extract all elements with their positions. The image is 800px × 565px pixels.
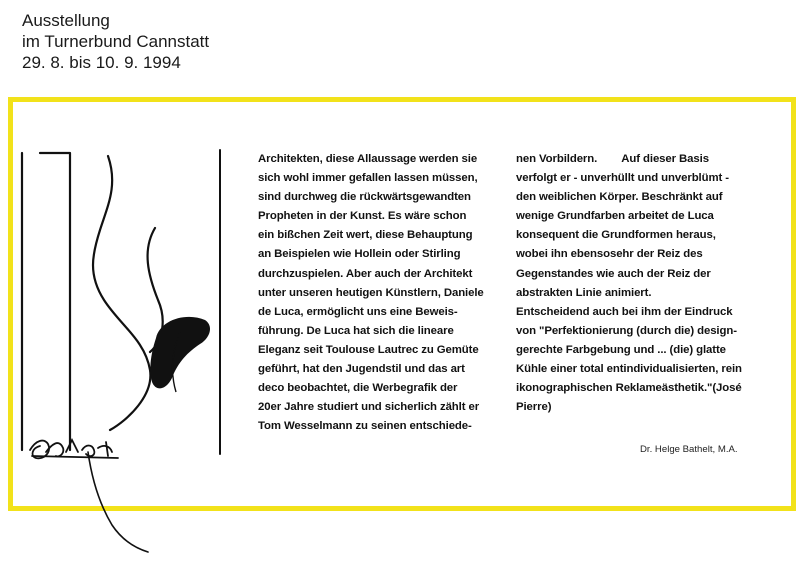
drawing-signature-tail: [88, 452, 148, 552]
text-line: sind durchweg die rückwärtsgewandten: [258, 191, 471, 204]
text-line: wobei ihn ebensosehr der Reiz des: [516, 248, 703, 261]
drawing-line-corner: [40, 153, 70, 450]
text-line: ikonographischen Reklameästhetik."(José: [516, 382, 742, 395]
text-line: sich wohl immer gefallen lassen müssen,: [258, 172, 478, 185]
text-line: Architekten, diese Allaussage werden sie: [258, 153, 478, 165]
text-line: Gegenstandes wie auch der Reiz der: [516, 267, 711, 280]
text-line: Entscheidend auch bei ihm der Eindruck: [516, 305, 733, 318]
text-line: den weiblichen Körper. Beschränkt auf: [516, 191, 723, 204]
text-line: konsequent die Grundformen heraus,: [516, 229, 716, 242]
text-line: geführt, hat den Jugendstil und das art: [258, 363, 465, 376]
text-line: verfolgt er - unverhüllt und unverblümt -: [516, 172, 729, 185]
header-line-3: 29. 8. bis 10. 9. 1994: [22, 53, 181, 72]
article-column-left: [258, 150, 498, 436]
text-line: Propheten in der Kunst. Es wäre schon: [258, 210, 467, 223]
text-line: Kühle einer total entindividualisierten, rein: [516, 363, 742, 376]
text-line: de Luca, ermöglicht uns eine Beweis-: [258, 305, 458, 318]
text-line: Tom Wesselmann zu seinen entschiede-: [258, 420, 472, 433]
drawing-body-curve: [93, 156, 150, 430]
text-line: abstrakten Linie animiert.: [516, 286, 652, 299]
header-line-1: Ausstellung: [22, 11, 110, 30]
article-column-right: [516, 150, 776, 417]
text-line: ein bißchen Zeit wert, diese Behauptung: [258, 229, 473, 242]
header-line-2: im Turnerbund Cannstatt: [22, 32, 210, 51]
text-line: durchzuspielen. Aber auch der Architekt: [258, 267, 473, 280]
text-line: gerechte Farbgebung und ... (die) glatte: [516, 343, 726, 356]
artist-signature: [30, 440, 118, 458]
drawing-black-shoe: [150, 317, 210, 389]
author-credit: Dr. Helge Bathelt, M.A.: [640, 444, 738, 455]
text-line: unter unseren heutigen Künstlern, Daniele: [258, 286, 484, 299]
text-line: führung. De Luca hat sich die lineare: [258, 324, 454, 337]
text-line: deco beobachtet, die Werbegrafik der: [258, 382, 458, 395]
text-line: Eleganz seit Toulouse Lautrec zu Gemüte: [258, 343, 479, 356]
text-line: wenige Grundfarben arbeitet de Luca: [516, 210, 714, 223]
text-line: an Beispielen wie Hollein oder Stirling: [258, 248, 461, 261]
text-line: Pierre): [516, 401, 552, 414]
text-line: nen Vorbildern. Auf dieser Basis: [516, 153, 709, 165]
text-line: 20er Jahre studiert und sicherlich zählt er: [258, 401, 480, 414]
text-line: von "Perfektionierung (durch die) design-: [516, 324, 737, 337]
